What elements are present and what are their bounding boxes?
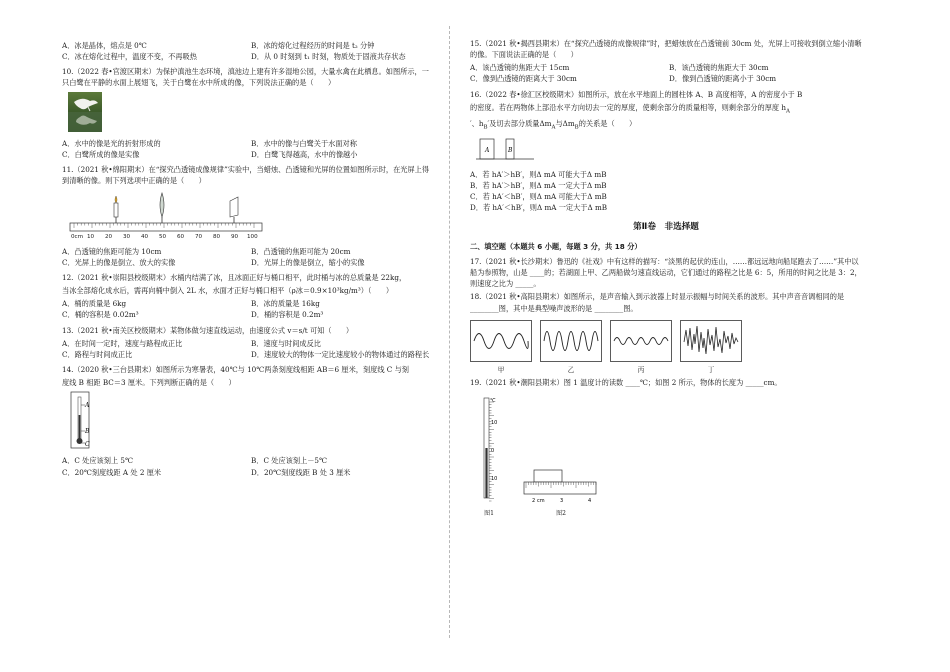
ruler2-label-3: 3 [560,498,564,505]
q14-option-d: D．20℃刻度线距 B 处 3 厘米 [251,467,351,477]
thermo-label-a: A [85,402,90,410]
q15-option-b: B．该凸透镜的焦距大于 30cm [669,63,769,73]
waveform-bing-label: 丙 [637,365,645,374]
fig1-caption: 图1 [484,510,494,518]
waveform-yi-label: 乙 [567,365,575,374]
q12-option-c: C．桶的容积是 0.02m³ [62,310,139,320]
q11-option-b: B．凸透镜的焦距可能为 20cm [251,246,351,256]
bench-label-70: 70 [195,234,203,240]
q16-stem-line2: 的密度。若在两物体上部沿水平方向切去一定的厚度，使剩余部分的质量相等，则剩余部分的厚度 $h_A$ [470,102,790,115]
q19-figures [478,394,862,518]
thermo-label-b: B [85,428,90,436]
bench-label-10: 10 [87,234,95,240]
q16-stem-part5: 与Δm [555,118,575,128]
q12-option-b: B．冰的质量是 16kg [251,299,320,309]
cylinder-a-label: A [485,146,490,154]
cylinder-b-label: B [508,146,513,154]
q17-text: 17.（2021 秋•长沙期末）鲁迅的《社戏》中有这样的描写：“淡黑的起伏的连山，……都远远地向船尾跑去了……”其中以船为参照物，山是 ____的；若湖面上甲、乙两船做匀速直线运动，它们通过的路程之比是 6：5，所用的时间之比是 3：2，则速度之比为 _____。 [470,256,862,289]
q16-option-b: B．若 hA′＞hB′，则Δ mA 一定大于Δ mB [470,181,607,190]
q16-stem-part4: ′及切去部分质量Δm [487,118,552,128]
q16-option-d: D．若 hA′＜hB′，则Δ mA 一定大于Δ mB [470,203,608,213]
ruler2-label-2: 2 [532,498,536,505]
q15-options [470,62,862,84]
q15-option-a: A．该凸透镜的焦距大于 15cm [470,63,570,73]
q14-option-a: A．C 处应该刻上 5℃ [62,456,133,466]
waveform-bing [610,320,672,375]
thermo-unit: ℃ [490,398,496,405]
thermo-10-upper: 10 [491,420,498,427]
q16-stem-part3: ′、h [470,118,484,128]
q11-option-d: D．光屏上的像是倒立，缩小的实像 [251,257,365,267]
q12-option-d: D．桶的容积是 0.2m³ [251,310,324,320]
bench-label-40: 40 [141,234,149,240]
q10-option-d: D．白鹭飞得越高，水中的像越小 [251,149,358,159]
ruler-length-figure [522,466,600,518]
q10-stem: 10.（2022 春•官渡区期末）为保护滇池生态环境，滇池边上建有许多湿地公园，大量水禽在此栖息。如图所示，一只白鹭在平静的水面上展翅飞，关于白鹭在水中所成的像，下列说法正确的是（ ） [62,67,429,88]
q14-stem-line1: 14.（2020 秋•三台县期末）如图所示为寒暑表，40℃与 10℃两条刻度线相距 AB＝6 厘米，刻度线 C 与刻 [62,364,409,374]
waveform-jia [470,320,532,375]
q16-stem-line3: ′、$h_B'$及切去部分质量$\Delta m_A$与$\Delta m_B$的关系是（ ） [470,118,637,131]
q16-stem-part6: 的关系是（ ） [578,118,637,128]
waveform-yi [540,320,602,375]
q9-option-a: A．冰是晶体，熔点是 0℃ [62,41,147,50]
bench-label-20: 20 [105,234,113,240]
thermo-10-lower: 10 [491,476,498,483]
q9-option-b: B．冰的熔化过程经历的时间是 t₂ 分钟 [251,41,375,50]
thermo-label-c: C [85,441,90,449]
q10-options [62,138,434,160]
egret-photo [68,92,434,135]
q15-option-d: D．像到凸透镜的距离小于 30cm [669,74,777,84]
fill-in-part-title: 二、填空题（本题共 6 小题，每题 3 分，共 18 分） [470,241,642,251]
q15-stem: 15.（2021 秋•揭西县期末）在“探究凸透镜的成像规律”时，把蜡烛放在凸透镜前 30cm 处，光屏上可接收到倒立缩小清晰的像。下面说法正确的是（ ） [470,39,862,60]
q14-options [62,455,434,477]
q11-options [62,246,434,268]
q12-option-a: A．桶的质量是 6kg [62,299,127,309]
bench-label-100: 100 [247,234,258,240]
thermometer-reading-figure [478,394,500,518]
bench-label-0: 0cm [71,234,84,240]
q11-stem: 11.（2021 秋•绵阳期末）在“探究凸透镜成像规律”实验中，当蜡烛、凸透镜和光屏的位置如图所示时，在光屏上得到清晰的像。则下列选项中正确的是（ ） [62,165,430,186]
q13-option-b: B．速度与时间成反比 [251,338,321,348]
q16-options [470,169,862,214]
q12-stem-line1: 12.（2021 秋•崇阳县校级期末）水桶内结满了冰，且冰面正好与桶口相平，此时桶与冰的总质量是 22kg， [62,272,407,282]
q13-stem: 13.（2021 秋•南关区校级期末）某物体做匀速直线运动，由速度公式 v＝s/t 可知（ ） [62,325,354,335]
fig2-caption: 图2 [556,510,566,518]
bench-label-60: 60 [177,234,185,240]
q11-option-c: C．光屏上的像是倒立、放大的实像 [62,257,176,267]
ruler2-unit: cm [537,498,545,505]
q14-stem-line2: 度线 B 相距 BC＝3 厘米。下列判断正确的是（ ） [62,378,236,388]
q18-text: 18.（2021 秋•高阳县期末）如图所示，是声音输入到示波器上时显示振幅与时间关系的波形。其中声音音调相同的是 ________图，其中是典型噪声波形的是 ________图。 [470,292,845,313]
q12-options [62,298,434,320]
q9-options [62,40,434,62]
waveform-row [470,320,862,375]
waveform-ding [680,320,742,375]
bench-label-30: 30 [123,234,131,240]
q14-option-b: B．C 处应该刻上－5℃ [251,456,327,466]
q16-option-c: C．若 hA′＜hB′，则Δ mA 可能大于Δ mB [470,192,607,202]
left-column [62,38,434,482]
bench-label-90: 90 [231,234,239,240]
q14-option-c: C．20℃刻度线距 A 处 2 厘米 [62,467,162,477]
q13-option-a: A．在时间一定时，速度与路程成正比 [62,338,183,348]
thermo-0: 0 [491,448,495,455]
waveform-ding-label: 丁 [707,365,715,374]
right-column [470,38,862,519]
q10-option-a: A．水中的像是光的折射形成的 [62,138,161,148]
q11-option-a: A．凸透镜的焦距可能为 10cm [62,246,162,256]
thermometer-figure [68,391,434,452]
column-divider [449,26,450,638]
optical-bench-figure [68,189,434,242]
bench-label-80: 80 [213,234,221,240]
bench-label-50: 50 [159,234,167,240]
q10-option-c: C．白鹭所成的像是实像 [62,149,140,159]
q19-text: 19.（2021 秋•潮阳县期末）图 1 温度计的读数 ____℃；如图 2 所示，物体的长度为 _____cm。 [470,377,782,387]
ruler2-label-4: 4 [588,498,592,505]
q16-stem-part2: 的密度。若在两物体上部沿水平方向切去一定的厚度，使剩余部分的质量相等，则剩余部分的厚度 h [470,102,786,112]
q9-option-c: C．冰在熔化过程中，温度不变，不再吸热 [62,52,197,62]
q13-option-c: C．路程与时间成正比 [62,349,133,359]
waveform-jia-label: 甲 [497,365,505,374]
q9-option-d: D．从 0 时刻到 t₁ 时刻，物质处于固液共存状态 [251,52,406,62]
cylinders-figure [476,135,862,166]
q12-stem-line2: 当冰全部熔化成水后，需再向桶中倒入 2L 水，水面才正好与桶口相平（ρ冰＝0.9×10³kg/m³）（ ） [62,286,394,296]
q16-stem-line1: 16.（2022 春•徐汇区校级期末）如图所示，放在水平地面上的圆柱体 A、B 高度相等，A 的密度小于 B [470,89,803,99]
section-2-title: 第Ⅱ卷 非选择题 [633,222,699,233]
q10-option-b: B．水中的像与白鹭关于水面对称 [251,138,357,148]
q13-options [62,338,434,360]
q16-option-a: A．若 hA′＞hB′，则Δ mA 可能大于Δ mB [470,169,607,179]
q13-option-d: D．速度较大的物体一定比速度较小的物体通过的路程长 [251,349,430,359]
q15-option-c: C．像到凸透镜的距离大于 30cm [470,74,577,84]
